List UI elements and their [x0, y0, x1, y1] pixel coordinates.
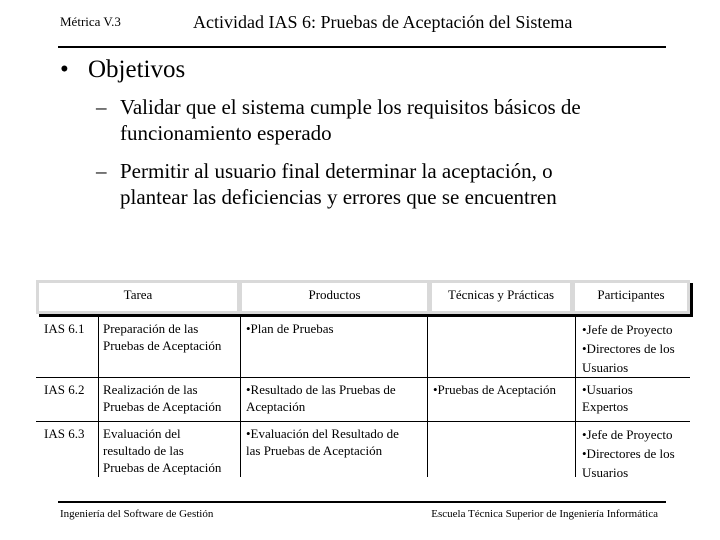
table-divider — [36, 421, 690, 422]
bullet-dot-icon: • — [60, 56, 69, 83]
sub-bullet-1-line1: Validar que el sistema cumple los requisitos básicos de — [120, 95, 581, 119]
techniques: •Pruebas de Aceptación — [433, 382, 556, 397]
slide-title: Actividad IAS 6: Pruebas de Aceptación del Sistema — [193, 12, 573, 32]
header-left-label: Métrica V.3 — [60, 14, 121, 29]
table-divider — [575, 316, 576, 477]
participants: •Jefe de Proyecto •Directores de los Usuarios — [582, 427, 675, 480]
header-cell-tarea: Tarea — [39, 283, 237, 311]
sub-bullet-2-line1: Permitir al usuario final determinar la aceptación, o — [120, 159, 553, 183]
footer-right: Escuela Técnica Superior de Ingeniería Informática — [431, 508, 658, 520]
table-divider — [427, 316, 428, 477]
footer-rule — [58, 501, 666, 503]
task-name: Evaluación del resultado de las Pruebas de Aceptación — [103, 426, 222, 475]
task-name: Realización de las Pruebas de Aceptación — [103, 382, 222, 414]
task-name: Preparación de las Pruebas de Aceptación — [103, 321, 222, 353]
table-divider — [36, 377, 690, 378]
participants: •Jefe de Proyecto •Directores de los Usuarios — [582, 322, 675, 375]
task-id: IAS 6.3 — [44, 426, 85, 441]
task-id: IAS 6.2 — [44, 382, 85, 397]
sub-bullet-2-line2: plantear las deficiencias y errores que se encuentren — [120, 185, 557, 209]
task-id: IAS 6.1 — [44, 321, 85, 336]
sub-bullet-1-line2: funcionamiento esperado — [120, 121, 332, 145]
bullet-main-text: Objetivos — [88, 56, 186, 83]
header-cell-tecnicas: Técnicas y Prácticas — [432, 283, 570, 311]
table-divider — [98, 316, 99, 477]
dash-icon: – — [96, 95, 107, 119]
sub-bullet-1 — [96, 94, 666, 146]
products: •Resultado de las Pruebas de Aceptación — [246, 382, 396, 414]
header-cell-productos: Productos — [242, 283, 427, 311]
participants: •Usuarios Expertos — [582, 382, 633, 414]
footer-left: Ingeniería del Software de Gestión — [60, 508, 214, 520]
table-divider — [240, 316, 241, 477]
sub-bullet-2 — [96, 158, 666, 210]
bullet-objetivos — [60, 56, 185, 84]
products: •Evaluación del Resultado de las Pruebas de Aceptación — [246, 426, 399, 458]
dash-icon: – — [96, 159, 107, 183]
table-header — [36, 280, 690, 314]
header-rule — [58, 46, 666, 48]
header-cell-participantes: Participantes — [575, 283, 687, 311]
products: •Plan de Pruebas — [246, 321, 334, 336]
